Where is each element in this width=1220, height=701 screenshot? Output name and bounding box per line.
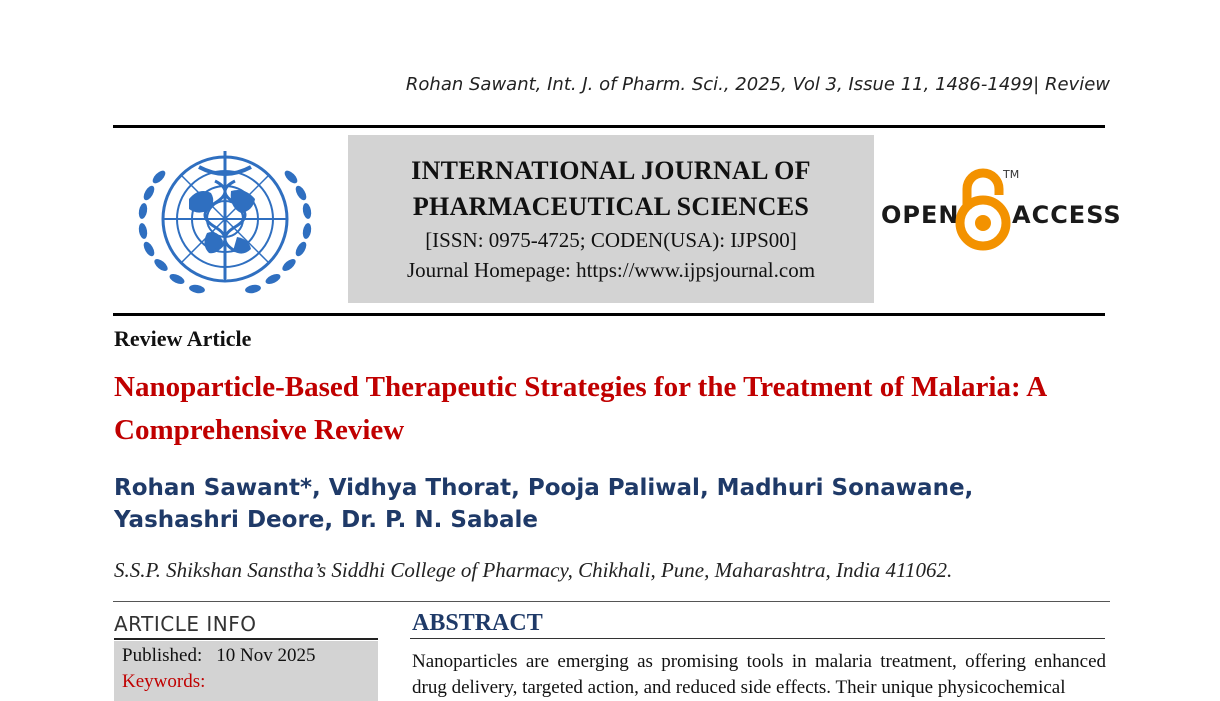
abstract-rule — [410, 638, 1105, 639]
keywords-label: Keywords: — [122, 671, 206, 692]
journal-masthead — [348, 135, 874, 303]
journal-issn: [ISSN: 0975-4725; CODEN(USA): IJPS00] — [425, 228, 797, 252]
article-type-label: Review Article — [114, 326, 252, 351]
abstract-heading: ABSTRACT — [412, 610, 543, 636]
header-rule-top — [113, 125, 1105, 128]
journal-title-line1: INTERNATIONAL JOURNAL OF — [411, 156, 811, 185]
article-authors: Rohan Sawant*, Vidhya Thorat, Pooja Paliwal, Madhuri Sonawane, Yashashri Deore, Dr. P. N. Sabale — [114, 475, 974, 533]
published-label: Published: — [122, 645, 203, 666]
section-divider — [113, 601, 1110, 602]
journal-homepage-link[interactable]: Journal Homepage: https://www.ijpsjournal.com — [406, 258, 816, 282]
article-info-rule — [114, 638, 378, 640]
abstract-text: Nanoparticles are emerging as promising tools in malaria treatment, offering enhanced drug delivery, targeted action, and reduced side effects. Their unique physicochemical — [412, 651, 1106, 698]
open-access-badge — [880, 165, 1122, 255]
open-access-open-label: OPEN — [881, 201, 960, 229]
header-rule-bottom — [113, 313, 1105, 316]
open-access-access-label: ACCESS — [1012, 201, 1122, 229]
published-row — [122, 645, 315, 667]
author-affiliation: S.S.P. Shikshan Sanstha’s Siddhi College of Pharmacy, Chikhali, Pune, Maharashtra, India 411062. — [114, 558, 953, 582]
trademark-mark: TM — [1003, 168, 1020, 181]
running-header-citation: Rohan Sawant, Int. J. of Pharm. Sci., 2025, Vol 3, Issue 11, 1486-1499| Review — [405, 74, 1110, 95]
article-title: Nanoparticle-Based Therapeutic Strategies for the Treatment of Malaria: A Comprehensive Review — [114, 371, 1046, 446]
journal-title-line2: PHARMACEUTICAL SCIENCES — [412, 192, 810, 221]
published-date: 10 Nov 2025 — [216, 645, 316, 666]
article-info-heading: ARTICLE INFO — [114, 612, 257, 636]
journal-emblem-logo — [127, 141, 323, 305]
